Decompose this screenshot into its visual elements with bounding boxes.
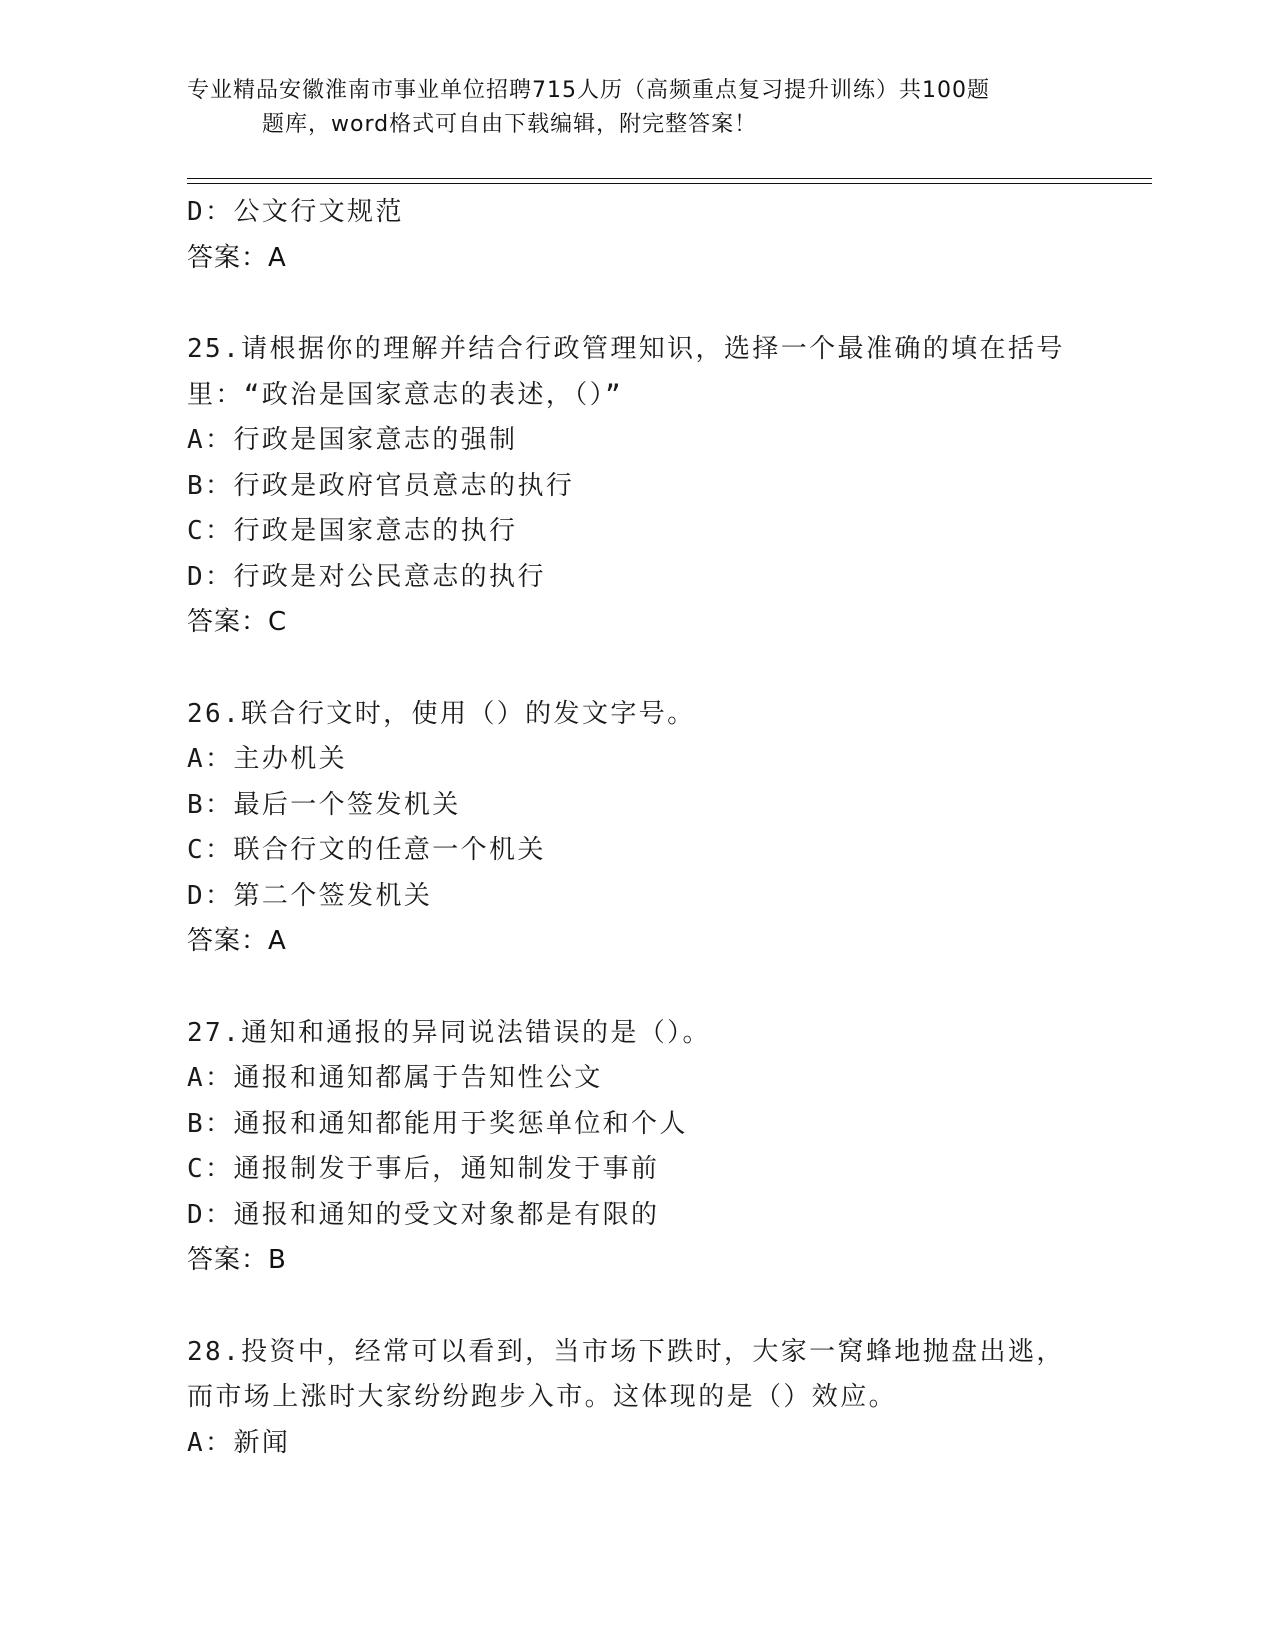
option-d: D：行政是对公民意志的执行	[187, 561, 546, 592]
option-b: B：通报和通知都能用于奖惩单位和个人	[187, 1108, 688, 1139]
spacer	[187, 1284, 1087, 1330]
answer: 答案：C	[187, 607, 288, 637]
spacer	[187, 646, 1087, 692]
question-28	[187, 1330, 1087, 1467]
question-stem: 26.联合行文时，使用（）的发文字号。	[187, 698, 696, 729]
header-title-line-1: 专业精品安徽淮南市事业单位招聘715人历（高频重点复习提升训练）共100题	[187, 78, 990, 103]
spacer	[187, 281, 1087, 327]
header-divider-bottom	[187, 183, 1152, 184]
question-26	[187, 692, 1087, 965]
spacer	[187, 965, 1087, 1011]
prev-answer: 答案：A	[187, 242, 287, 273]
option-a: A：主办机关	[187, 744, 348, 774]
option-d: D：第二个签发机关	[187, 880, 433, 911]
question-stem-cont: 里：“政治是国家意志的表述，（）”	[187, 379, 624, 410]
question-27	[187, 1011, 1087, 1284]
option-c: C：行政是国家意志的执行	[187, 516, 518, 546]
answer: 答案：B	[187, 1245, 287, 1275]
question-stem: 28.投资中，经常可以看到，当市场下跌时，大家一窝蜂地抛盘出逃，	[187, 1336, 1065, 1367]
option-a: A：通报和通知都属于告知性公文	[187, 1063, 603, 1093]
option-c: C：通报制发于事后，通知制发于事前	[187, 1154, 660, 1184]
header-title-line-2: 题库，word格式可自由下载编辑，附完整答案！	[262, 112, 758, 137]
page-header	[187, 74, 1067, 142]
option-b: B：行政是政府官员意志的执行	[187, 470, 575, 501]
question-25	[187, 327, 1087, 646]
prev-option-d: D：公文行文规范	[187, 197, 404, 227]
header-divider-top	[187, 178, 1152, 179]
option-b: B：最后一个签发机关	[187, 789, 461, 820]
answer: 答案：A	[187, 926, 287, 956]
question-stem-cont: 而市场上涨时大家纷纷跑步入市。这体现的是（）效应。	[187, 1382, 898, 1412]
option-c: C：联合行文的任意一个机关	[187, 835, 546, 865]
question-stem: 27.通知和通报的异同说法错误的是（）。	[187, 1017, 711, 1048]
question-list	[187, 190, 1087, 1466]
option-a: A：行政是国家意志的强制	[187, 425, 518, 455]
question-stem: 25.请根据你的理解并结合行政管理知识，选择一个最准确的填在括号	[187, 334, 1065, 364]
option-d: D：通报和通知的受文对象都是有限的	[187, 1199, 660, 1230]
option-a: A：新闻	[187, 1427, 291, 1458]
